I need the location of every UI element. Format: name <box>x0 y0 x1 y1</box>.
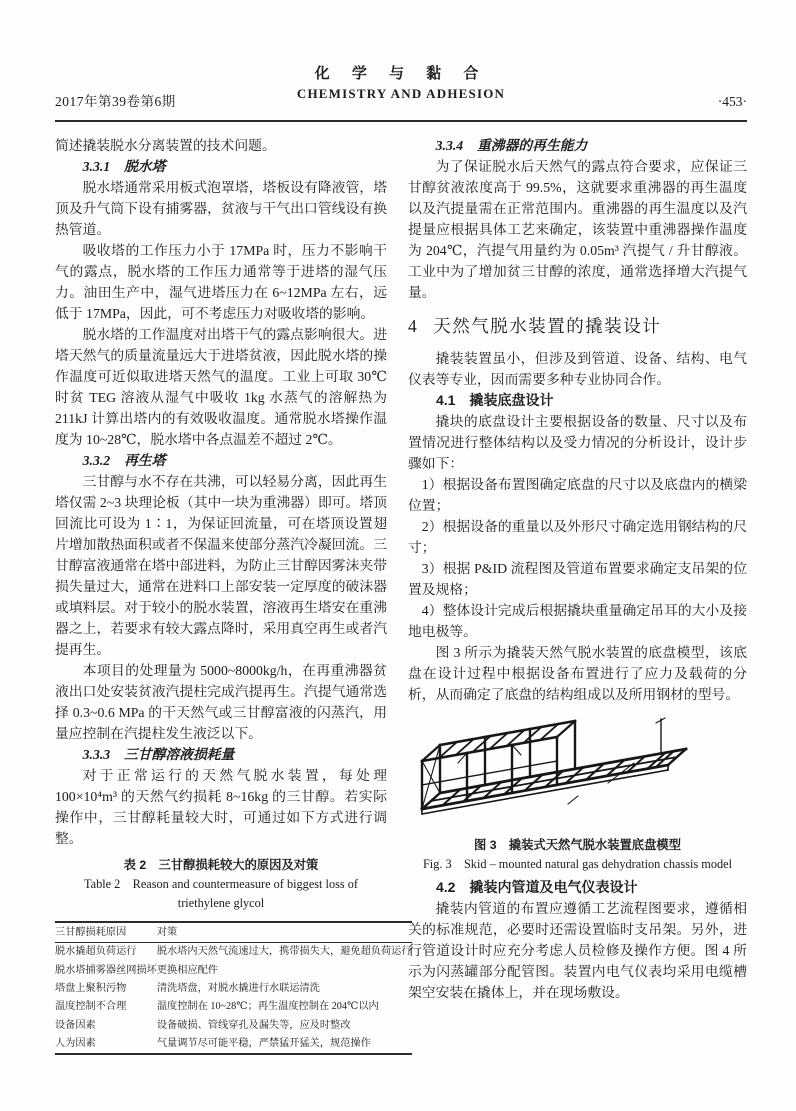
paragraph: 图 3 所示为撬装天然气脱水装置的底盘模型，该底盘在设计过程中根据设备布置进行了应力及载荷的分析，从而确定了底盘的结构组成以及所用钢材的型号。 <box>408 645 747 702</box>
cell-measure: 脱水塔内天然气流速过大，携带损失大，避免超负荷运行 <box>156 946 412 958</box>
column-header-measure: 对策 <box>157 922 412 943</box>
list-item: 2）根据设备的重量以及外形尺寸确定选用钢结构的尺寸； <box>408 519 747 555</box>
paragraph: 本项目的处理量为 5000~8000kg/h，在再重沸器贫液出口处安装贫液汽提柱完成汽提再生。汽提气通常选择 0.3~0.6 MPa 的干天然气或三甘醇富液的闪蒸汽，用量应控制在汽提柱发生液泛以下。 <box>55 663 387 741</box>
list-item: 1）根据设备布置图确定底盘的尺寸以及底盘内的横梁位置； <box>408 477 747 513</box>
paragraph: 脱水塔通常采用板式泡罩塔，塔板设有降液管，塔顶及升气筒下设有捕雾器，贫液与干气出口管线设有换热管道。 <box>55 180 387 237</box>
paragraph: 吸收塔的工作压力小于 17MPa 时，压力不影响干气的露点，脱水塔的工作压力通常等于进塔的湿气压力。油田生产中，湿气进塔压力在 6~12MPa 左右，远低于 17MPa，因此，可不考虑压力对吸收塔的影响。 <box>55 243 387 321</box>
cell-cause: 脱水塔捕雾器丝网损坏 <box>55 964 157 976</box>
cell-measure: 更换相应配件 <box>156 964 218 976</box>
figure-caption-en: Fig. 3 Skid – mounted natural gas dehydration chassis model <box>422 857 733 871</box>
table-row <box>55 1035 412 1054</box>
paragraph: 撬装装置虽小，但涉及到管道、设备、结构、电气仪表等专业，因而需要多种专业协同合作。 <box>408 351 747 387</box>
tgl-loss-table <box>55 921 412 1055</box>
heading-3-3-4: 3.3.4 重沸器的再生能力 <box>435 138 588 153</box>
page-header <box>55 62 747 116</box>
heading-4-1: 4.1 撬装底盘设计 <box>436 392 554 408</box>
section-4-heading <box>408 314 747 339</box>
journal-title-cn: 化 学 与 黏 合 <box>314 65 488 82</box>
paragraph: 撬块的底盘设计主要根据设备的数量、尺寸以及布置情况进行整体结构以及受力情况的分析设计，设计步骤如下： <box>408 414 747 471</box>
journal-title-en: CHEMISTRY AND ADHESION <box>296 86 506 101</box>
cell-measure: 温度控制在 10~28℃；再生温度控制在 204℃以内 <box>156 1001 379 1013</box>
heading-3-3-1: 3.3.1 脱水塔 <box>82 159 166 174</box>
left-column <box>55 135 412 1055</box>
cell-cause: 温度控制不合理 <box>55 1001 127 1013</box>
cell-cause: 人为因素 <box>55 1038 96 1050</box>
heading-4-2: 4.2 撬装内管道及电气仪表设计 <box>436 879 638 895</box>
chassis-wireframe-figure <box>410 711 710 829</box>
right-column <box>408 135 747 1055</box>
two-column-body <box>55 135 747 1055</box>
table-row <box>55 1017 412 1035</box>
page-number: ·453· <box>717 94 747 109</box>
figure-3 <box>410 711 747 834</box>
cell-cause: 脱水撬超负荷运行 <box>55 946 137 958</box>
table-row <box>55 943 412 962</box>
cell-cause: 塔盘上聚积污物 <box>55 982 127 994</box>
section-4-title: 天然气脱水装置的撬装设计 <box>433 316 662 336</box>
header-rule <box>55 120 747 122</box>
cell-measure: 气量调节尽可能平稳，严禁猛开猛关，规范操作 <box>156 1038 371 1050</box>
list-item: 4）整体设计完成后根据撬块重量确定吊耳的大小及接地电极等。 <box>408 603 747 639</box>
table-row <box>55 998 412 1016</box>
table-caption-en-line1: Table 2 Reason and countermeasure of biggest loss of <box>83 877 359 891</box>
table-row <box>55 980 412 998</box>
heading-3-3-2: 3.3.2 再生塔 <box>82 453 166 468</box>
cell-measure: 清洗塔盘，对脱水撬进行水联运清洗 <box>156 982 320 994</box>
table-row <box>55 961 412 979</box>
section-4-number: 4 <box>408 316 419 336</box>
table-header-row <box>55 922 412 943</box>
table-caption-cn: 表 2 三甘醇损耗较大的原因及对策 <box>123 858 319 872</box>
paragraph: 三甘醇与水不存在共沸，可以轻易分离，因此再生塔仅需 2~3 块理论板（其中一块为重沸器）即可。塔顶回流比可设为 1∶1，为保证回流量，可在塔顶设置翅片增加散热面积或者不保温来使部分蒸汽冷凝回流。三甘醇富液通常在塔中部进料，为防止三甘醇因雾沫夹带损失量过大，通常在进料口上部安装一定厚度的破沫器或填料层。对于较小的脱水装置，溶液再生塔安在重沸器之上，若要求有较大露点降时，采用真空再生或者汽提再生。 <box>55 474 387 657</box>
table-caption-en-line2: triethylene glycol <box>177 896 265 910</box>
list-item: 3）根据 P&ID 流程图及管道布置要求确定支吊架的位置及规格； <box>408 561 747 597</box>
heading-3-3-3: 3.3.3 三甘醇溶液损耗量 <box>82 747 235 762</box>
paragraph-intro: 简述撬装脱水分离装置的技术问题。 <box>55 138 276 153</box>
cell-cause: 设备因素 <box>55 1019 96 1031</box>
paragraph: 脱水塔的工作温度对出塔干气的露点影响很大。进塔天然气的质量流量远大于进塔贫液，因此脱水塔的操作温度可近似取进塔天然气的温度。工业上可取 30℃时贫 TEG 溶液从湿气中吸收 1kg 水蒸气的溶解热为 211kJ 计算出塔内的有效吸收温度。通常脱水塔操作温度为 10~28℃，脱水塔中各点温差不超过 2℃。 <box>55 327 387 447</box>
paragraph: 撬装内管道的布置应遵循工艺流程图要求，遵循相关的标准规范，必要时还需设置临时支吊架。另外，进行管道设计时应充分考虑人员检修及操作方便。图 4 所示为闪蒸罐部分配管图。装置内电气仪表均采用电缆槽架空安装在撬体上，并在现场敷设。 <box>408 901 747 1000</box>
paragraph: 对于正常运行的天然气脱水装置，每处理 100×10⁴m³ 的天然气约损耗 8~16kg 的三甘醇。若实际操作中，三甘醇耗量较大时，可通过如下方式进行调整。 <box>55 768 387 846</box>
paragraph: 为了保证脱水后天然气的露点符合要求，应保证三甘醇贫液浓度高于 99.5%，这就要求重沸器的再生温度以及汽提量需在正常范围内。重沸器的再生温度以及汽提量应根据具体工艺来确定，该装置中重沸器操作温度为 204℃，汽提气用量约为 0.05m³ 汽提气 / 升甘醇液。工业中为了增加贫三甘醇的浓度，通常选择增大汽提气量。 <box>408 159 747 300</box>
figure-caption-cn: 图 3 撬装式天然气脱水装置底盘模型 <box>473 838 681 852</box>
cell-measure: 设备破损、管线穿孔及漏失等，应及时整改 <box>156 1019 351 1031</box>
column-header-cause: 三甘醇损耗原因 <box>55 922 157 943</box>
issue-info: 2017年第39卷第6期 <box>55 94 176 109</box>
